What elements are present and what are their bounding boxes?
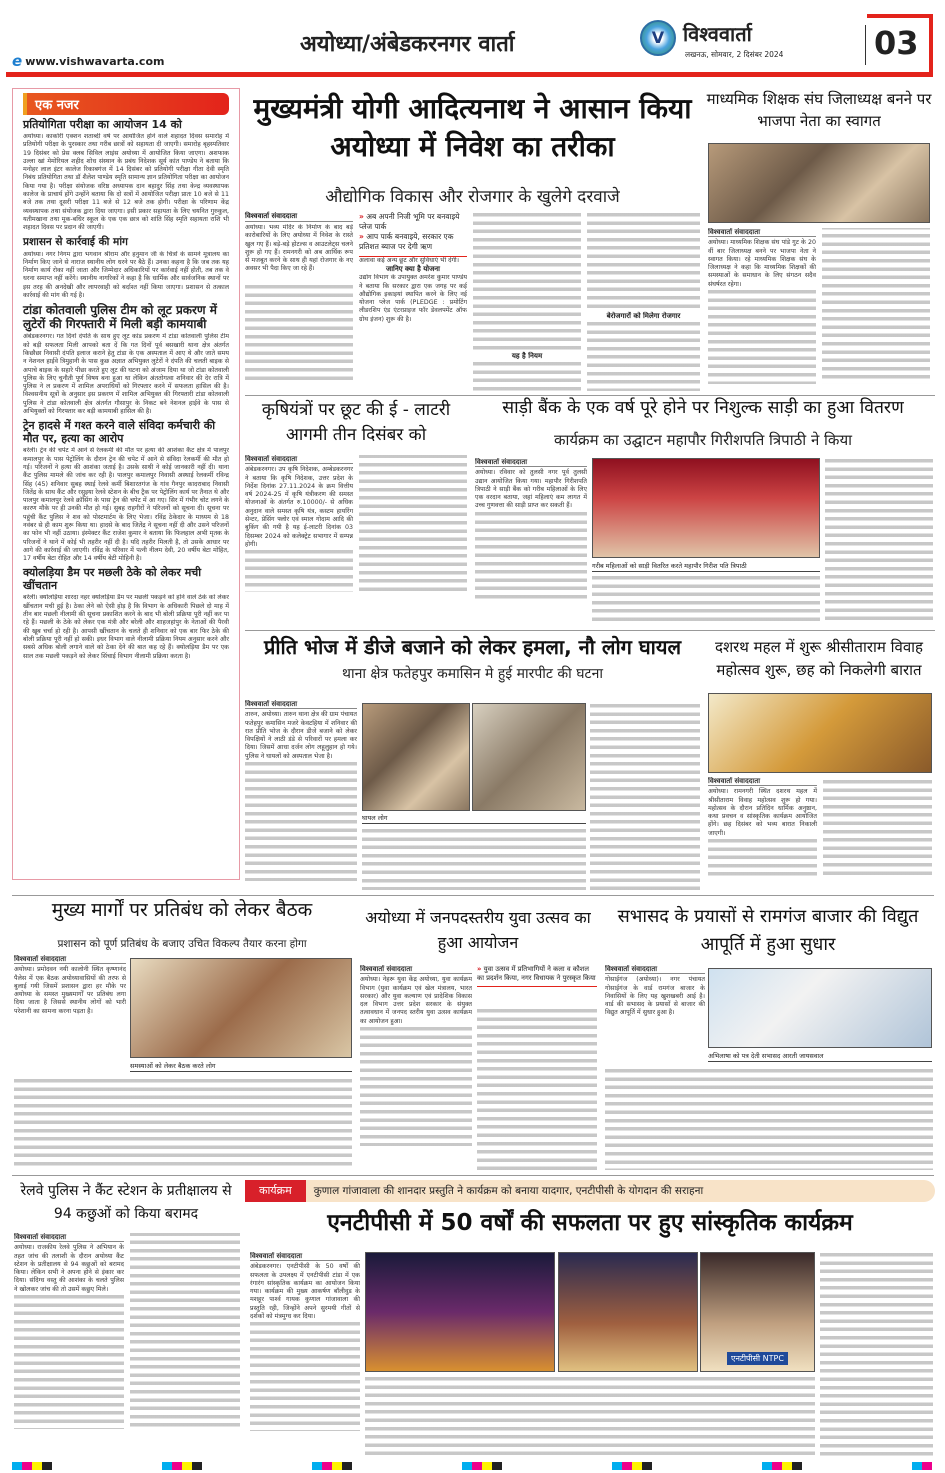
byline: विश्ववार्ता संवाददाता — [708, 228, 816, 237]
teacher-photo — [708, 143, 930, 223]
byline: विश्ववार्ता संवाददाता — [14, 955, 126, 964]
ntpc-kicker: कुणाल गांजावाला की शानदार प्रस्तुति ने कार्यक्रम को बनाया यादगार, एनटीपीसी के योगदान की सराहना — [313, 1185, 704, 1197]
lead-body: अयोध्या। भव्य मंदिर के निर्माण के बाद बड़े कारोबारियों के लिए अयोध्या में निवेश के रास्ते खुल गए हैं। बड़े-बड़े होटल्स व आउटलेट्स चलने शुरू हो गए हैं। रामनगरी को अब आर्थिक रूप से मजबूत करने के साथ ही यहां रोजगार के नए अवसर भी पैदा किए जा रहे हैं। — [245, 224, 353, 273]
ntpc-photo-1 — [365, 1252, 555, 1372]
saree-caption: गरीब महिलाओं को साड़ी वितरित करते महापौर गिरीश पति त्रिपाठी — [592, 560, 820, 572]
ntpc-headline: एनटीपीसी में 50 वर्षों की सफलता पर हुए सांस्कृतिक कार्यक्रम — [327, 1210, 853, 1236]
header-frame — [867, 14, 933, 76]
krishi-article — [245, 455, 467, 625]
browser-icon: e — [12, 52, 23, 70]
road-headline: मुख्य मार्गों पर प्रतिबंध को लेकर बैठक — [51, 899, 313, 921]
dashrath-body: अयोध्या। रामनगरी स्थित दशरथ महल में श्रीसीताराम विवाह महोत्सव शुरू हो गया। महोत्सव के दौरान प्रतिदिन धार्मिक अनुष्ठान, कथा प्रवचन व सांस्कृतिक कार्यक्रम आयोजित होंगे। छह दिसंबर को भव्य बारात निकाली जाएगी। — [708, 788, 817, 837]
ek-nazar-box — [12, 88, 240, 880]
krishi-headline: कृषियंत्रों पर छूट की ई - लाटरी आगमी तीन दिसंबर को — [261, 400, 451, 445]
dashrath-headline: दशरथ महल में शुरू श्रीसीताराम विवाह महोत्सव शुरू, छह को निकलेगी बारात — [714, 638, 924, 679]
text-lines — [473, 361, 581, 391]
sabhasad-photo — [708, 968, 932, 1048]
saree-photo — [592, 458, 820, 558]
road-body: अयोध्या। प्रमोदवन नयी कालोनी स्थित कृष्णानंद पैलेस में एक बैठक अयोध्यावासियों की तरफ से बुलाई गयी जिसमें प्रशासन द्वारा हर मौके पर अयोध्या के समस्त मुख्यमार्गों पर प्रतिबंध लगा दिया जाता है जिससे स्थानीय लोगों को भारी परेशानी का सामना करना पड़ता है। — [14, 966, 126, 1015]
byline: विश्ववार्ता संवाददाता — [475, 458, 587, 467]
road-caption: समस्याओं को लेकर बैठक करते लोग — [130, 1060, 352, 1072]
byline: विश्ववार्ता संवाददाता — [245, 700, 357, 709]
divider — [12, 1175, 934, 1176]
lead-body: उद्योग विभाग के उपायुक्त अमरेश कुमार पाण्डेय ने बताया कि सरकार द्वारा एक जगह पर कई औद्योगिक इकाइयां स्थापित करने के लिए नई योजना प्लेज पार्क (PLEDGE : प्रमोटिंग लीडरशिप एंड एंटरप्राइज फॉर डेवलपमेंट ऑफ ग्रोथ इंजन) शुरू की है। — [359, 274, 467, 323]
byline: विश्ववार्ता संवाददाता — [708, 777, 817, 786]
saree-article — [475, 458, 587, 623]
railway-headline: रेलवे पुलिस ने कैंट स्टेशन के प्रतीक्षालय से 94 कछुओं को किया बरामद — [20, 1183, 232, 1222]
sabhasad-body: गोसाईगंज (अयोध्या)। नगर पंचायत गोसाईगंज के वार्ड रामगंज बाजार के निवासियों के लिए यह खुशखबरी आई है। वार्ड की सभासद के प्रयासों से बाजार की विद्युत आपूर्ति में सुधार हुआ है। — [605, 976, 705, 1017]
brief-title: प्रशासन से कार्रवाई की मांग — [23, 235, 128, 248]
ntpc-article — [250, 1252, 360, 1457]
sabhasad-caption: अभिलाषा को पत्र देती सभासद आरती जायसवाल — [708, 1050, 932, 1062]
sabhasad-article — [605, 965, 705, 1065]
byline: विश्ववार्ता संवाददाता — [14, 1233, 124, 1242]
yuva-body: अयोध्या। नेहरू युवा केंद्र अयोध्या, युवा कार्यक्रम विभाग (युवा कार्यक्रम एवं खेल मंत्रालय, भारत सरकार) और युवा कल्याण एवं प्रादेशिक विकास दल विभाग उत्तर प्रदेश सरकार के संयुक्त तत्वावधान में जनपद स्तरीय युवा उत्सव कार्यक्रम का आयोजन हुआ। — [360, 976, 472, 1025]
text-lines — [477, 1008, 597, 1170]
lead-headline: मुख्यमंत्री योगी आदित्यनाथ ने आसान किया अयोध्या में निवेश का तरीका — [253, 92, 692, 163]
brief-body: अयोध्या। काकोरी एक्शन शताब्दी वर्ष पर आयोजित होने वाले शहादत दिवस समारोह में प्रतियोगी परीक्षा के पुरस्कार तथा गरीब छात्रों को सहायता दी जाएगी। समारोह बृहस्पतिवार 19 दिसंबर को प्रेस क्लब सिविल लाइंस अयोध्या में आयोजित किया जाएगा। अशफाक उल्ला खां मेमोरियल शहीद शोध संस्थान के प्रबंध निदेशक सूर्य कांत पाण्डेय ने बताया कि मनोहर लाल इंटर कालेज रिकाबगंज में 14 दिसंबर को प्रतियोगी परीक्षा गीता देवी स्मृति निबंध प्रतियोगिता तथा डॉ शैलेश पाण्डेय स्मृति सामान्य ज्ञान प्रतियोगिता परीक्षा का आयोजन किया गया है। परीक्षा संयोजक वरिष्ठ अध्यापक दान बहादुर सिंह तथा केन्द्र व्यवस्थापक कालेज के प्राचार्य होंगे उन्होंने बताया कि दो सत्रों में आयोजित परीक्षा प्रातः 10 बजे से 11 बजे तक तथा दूसरी परीक्षा 11 बजे से 12 बजे तक होगी। परीक्षा के परिणाम केंद्र व्यवस्थापक तथा संयोजक द्वारा दिया जाएगा। इसी प्रकार सहायता के लिए चयनित गुरुकुल, यतीमखाना तथा मूक-बधिर स्कूल के एक एक छात्र को शांति सिंह स्मृति सहायता राशि भी शहादत दिवस पर प्रदान की जाएगी। — [23, 133, 229, 232]
teacher-headline: माध्यमिक शिक्षक संघ जिलाध्यक्ष बनने पर भाजपा नेता का स्वागत — [706, 90, 932, 130]
section-title: अयोध्या/अंबेडकरनगर वार्ता — [300, 32, 515, 57]
text-lines — [245, 284, 353, 384]
saree-body: अयोध्या। रविवार को तुलसी नगर पूर्व तुलसी उद्यान आयोजित किया गया। महापौर गिरीशपति त्रिपाठी ने साड़ी बैंक को गरीब महिलाओं के लिए एक वरदान बताया, जहां महिलाएं कम लागत में उच्च गुणवत्ता की साड़ी प्राप्त कर सकती हैं। — [475, 469, 587, 510]
preeti-caption: घायल लोग — [362, 812, 586, 824]
paper-logo: V — [640, 20, 676, 56]
color-registration-strip — [12, 1462, 932, 1470]
ntpc-kicker-bar — [245, 1180, 935, 1202]
preeti-headline: प्रीति भोज में डीजे बजाने को लेकर हमला, नौ लोग घायल — [263, 635, 682, 659]
ntpc-photo-3 — [700, 1252, 815, 1372]
brief-title: ट्रेन हादसे में गश्त करने वाले संविदा कर्मचारी की मौत पर, हत्या का आरोप — [23, 419, 216, 446]
brief-title: टांडा कोतवाली पुलिस टीम को लूट प्रकरण में लुटेरों की गिरफ्तारी में मिली बड़ी कामयाबी — [23, 303, 217, 332]
lead-crosshead: जानिए क्या है योजना — [386, 265, 440, 274]
page-number-divider — [865, 25, 866, 65]
preeti-article — [245, 700, 357, 890]
text-lines — [473, 212, 581, 352]
byline: विश्ववार्ता संवाददाता — [360, 965, 472, 974]
ntpc-stage-banner: एनटीपीसी NTPC — [727, 1352, 788, 1365]
saree-headline: साड़ी बैंक के एक वर्ष पूरे होने पर निशुल्क साड़ी का हुआ वितरण — [502, 398, 904, 418]
dashrath-photo — [708, 693, 932, 773]
ek-nazar-tag: एक नजर — [23, 93, 229, 115]
text-lines — [250, 1321, 360, 1431]
divider — [245, 395, 935, 396]
railway-body: अयोध्या। राजकीय रेलवे पुलिस ने अभियान के तहत जांच की तलाशी के दौरान अयोध्या कैंट स्टेशन के प्रतीक्षालय से 94 कछुओं को बरामद किया। लेकिन सभी ने अपना होने से इंकार कर दिया। संदिग्ध वस्तु की आशंका के चलते पुलिस ने खोलकर जांच की तो उसमें कछुए मिले। — [14, 1244, 124, 1293]
ntpc-tag: कार्यक्रम — [245, 1180, 306, 1202]
text-lines — [14, 1078, 352, 1170]
brief-body: बरेली। ट्रेन की चपेट में आने से रेलकर्मी की मौत पर हत्या की आशंका कैंट क्षेत्र में पालपुर कमालपुर के पास पेट्रोलिंग के दौरान ट्रेन की चपेट में आने से संविदा रेलकर्मी की मौत हो गई। परिजनों ने हत्या की आशंका जताई है। उसके साथी ने कोई जानकारी नहीं दी। थाना कैंट पुलिस मामले की जांच कर रही है। पालपुर कमालपुर निवासी अस्थाई रेलकर्मी रविन्द्र सिंह (45) शनिवार सुबह स्थाई रेलवे कर्मी बिशारतगंज के गांव गैनपुर कादराबाद निवासी जितेंद्र के साथ कैंट और रसुइया रेलवे स्टेशन के बीच ट्रैक पर पेट्रोलिंग कार्य पर तैनात थे और पालपुर कमालपुर रेलवे क्रॉसिंग के पास ट्रेन की चपेट में आ गए। सिर में गंभीर चोट लगने के कारण मौके पर ही उनकी मौत हो गई। सुबह राहगीरों ने परिजनों को सूचना दी। सूचना पर पहुंची कैंट पुलिस ने शव को पोस्टमार्टम के लिए भेजा। रविंद्र ठेकेदार के माध्यम से 18 नवंबर से ही काम शुरू किया था। हादसे के बाद जितेंद्र ने सूचना नहीं दी और उसने परिजनों का फोन भी नहीं उठाया। इंस्पेक्टर कैंट राजेश कुमार ने बताया कि फिलहाल अभी मृतक के परिजनों ने थाने में कोई भी तहरीर नहीं दी है। यदि तहरीर मिलती है, तो उसके आधार पर आगे की कार्रवाई की जाएगी। रविंद्र के परिवार में पत्नी नीलम देवी, 20 वर्षीय बेटा मोहित, 17 वर्षीय बेटा रोहित और 14 वर्षीय बेटी मोहिनी है। — [23, 447, 229, 563]
lead-crosshead: बेरोजगारों को मिलेगा रोजगार — [606, 312, 681, 320]
saree-subhead: कार्यक्रम का उद्घाटन महापौर गिरीशपति त्रिपाठी ने किया — [553, 431, 853, 449]
brief-title: प्रतियोगिता परीक्षा का आयोजन 14 को — [23, 118, 182, 131]
teacher-article — [708, 228, 930, 393]
text-lines — [475, 511, 587, 601]
text-lines — [605, 1068, 933, 1170]
byline: विश्ववार्ता संवाददाता — [605, 965, 705, 974]
byline: विश्ववार्ता संवाददाता — [245, 212, 353, 222]
lead-bullet: » आप पार्क बनवाइये, सरकार एक प्रतिशत ब्याज पर देगी ऋण — [359, 232, 467, 257]
text-lines — [245, 761, 357, 881]
paper-name: विश्ववार्ता — [683, 22, 752, 46]
divider — [245, 630, 935, 631]
text-lines — [360, 1026, 472, 1146]
text-lines — [587, 321, 700, 391]
lead-crosshead: यह है नियम — [511, 352, 543, 360]
brief-body: अंबेडकरनगर। गत दिनों दंपति के साथ हुए लूट कांड प्रकरण में टांडा कोतवाली पुलिस टीम को बड़ी सफलता मिली आपको बता दें कि गत दिनों पूर्व बसखारी थाना क्षेत्र अंतर्गत किछौछा निवासी दंपति इलाज कराने हेतु टांडा के एक अस्पताल में आए थे और जाते समय न नेशनल हाईवे त्रिमुहानी के पास कुछ अज्ञात अभियुक्त लुटेरों ने दंपति की चलती बाइक से अपाचे बाइक के सहारे पीछा करते हुए लूट की घटना को अंजाम दिया था जो टांडा कोतवाली पुलिस के लिए चुनौती पूर्ण विषय बना हुआ था लेकिन अंततोगत्वा शनिवार की देर रात्रि में पुलिस ने ल प्रकरण में शामिल अपराधियों को गिरफ्तार करने में सफलता हासिल की है। विश्वसनीय सूत्रों के अनुसार इस प्रकरण में शामिल अभियुक्त की गिरफ्तारी टांडा कोतवाली पुलिस ने टांडा कोतवाली क्षेत्र अंतर्गत गौसापुर के निकट बने नेशनल हाईवे के पास से अभियुक्तों को गिरफ्तार कर बड़ी कामयाबी हासिल की है। — [23, 333, 229, 416]
dateline: लखनऊ, सोमवार, 2 दिसंबर 2024 — [685, 50, 784, 59]
divider — [12, 895, 934, 896]
text-lines — [825, 458, 933, 623]
yuva-headline: अयोध्या में जनपदस्तरीय युवा उत्सव का हुआ आयोजन — [365, 908, 591, 952]
byline: विश्ववार्ता संवाददाता — [245, 455, 353, 464]
yuva-bullet: » युवा उत्सव में प्रतिभागियों ने कला व कौशल का प्रदर्शन किया, नगर विधायक ने पुरस्कृत किया — [477, 965, 597, 987]
road-article — [14, 955, 126, 1075]
road-photo — [130, 958, 352, 1058]
lead-article — [245, 212, 700, 392]
preeti-photo-2 — [472, 703, 586, 811]
krishi-body: अंबेडकरनगर। उप कृषि निदेशक, अम्बेडकरनगर ने बताया कि कृषि निदेशक, उत्तर प्रदेश के निर्देश दिनांक 27.11.2024 के क्रम वित्तीय वर्ष 2024-25 में कृषि यंत्रीकरण की समस्त योजनाओं के अंतर्गत रु.10000/- से अधिक अनुदान वाले समस्त कृषि यंत्र, कस्टम हायरिंग सेन्टर, प्रेसिंग फ्लोर एवं स्माल गोदाम आदि की बुकिंग की गयी है यह ई-लाटरी दिनांक 03 दिसम्बर 2024 को कलेक्ट्रेट सभागार में सम्पन्न होगी। — [245, 466, 353, 548]
brief-title: क्योलड़िया डैम पर मछली ठेके को लेकर मची खींचतान — [23, 566, 202, 593]
page-number: 03 — [874, 24, 919, 62]
sabhasad-headline: सभासद के प्रयासों से रामगंज बाजार की विद्युत आपूर्ति में हुआ सुधार — [617, 906, 919, 955]
brief-body: बरेली। क्योलड़िया शारदा नहर क्योलड़िया डैम पर मछली पकड़ने को होने वाले ठेके को लेकर खींचतान मची हुई है। ठेका लेने को ऐसी होड़ है कि विभाग के अधिकारी पिछले दो माह में तीन बार मछली नीलामी की सूचना प्रकाशित करने के बाद भी बोली प्रक्रिया पूरी नहीं कर पा रहे हैं। मछली के ठेके को लेकर एक मंत्री और बरेली और शाहजहांपुर के नेताओं की पैरवी की खूब चर्चा हो रही है। आपसी खींचतान के चलते ही शनिवार को एक बार फिर ठेके की बोली प्रक्रिया पूरी नहीं हो सकी। इधर विभाग वाले नीलामी प्रक्रिया नियम अनुसार करने और सबसे अधिक बोली लगाने वाले को ठेका देने की बात कह रहे हैं। क्योलड़िया डैम पर एक साल तक मछली पकड़ने को लेकर सिंचाई विभाग नीलामी प्रक्रिया करता है। — [23, 594, 229, 660]
dashrath-article — [708, 777, 932, 890]
brief-body: अयोध्या। नगर निगम द्वारा भगवान श्रीराम और हनुमान जी के चित्रों के सामने मूत्रालय का निर्माण किए जाने से नाराज स्थानीय लोग धरने पर बैठे हैं। उनका कहना है कि जब तक यह निर्माण कार्य रोका नहीं जाता और जिम्मेदार अधिकारियों पर कार्रवाई नहीं होती, तब तक वे धरना समाप्त नहीं करेंगे। स्थानीय नागरिकों ने कहा है कि धार्मिक और सार्वजनिक स्थानों पर इस तरह की अनदेखी और लापरवाही को बर्दाश्त नहीं किया जाएगा। प्रशासन से तत्काल कार्रवाई की मांग की गई है। — [23, 250, 229, 300]
ntpc-body: अंबेडकरनगर। एनटीपीसी के 50 वर्षों की सफलता के उपलक्ष्य में एनटीपीसी टांडा में एक रंगारंग सांस्कृतिक कार्यक्रम का आयोजन किया गया। कार्यक्रम की मुख्य आकर्षण बॉलीवुड के मशहूर पार्श्व गायक कुणाल गांजावाला की प्रस्तुति रही, जिन्होंने अपने सुरमयी गीतों से दर्शकों को मंत्रमुग्ध कर दिया। — [250, 1263, 360, 1321]
text-lines — [590, 703, 700, 890]
text-lines — [587, 212, 700, 312]
website-link[interactable]: e www.vishwavarta.com — [12, 52, 165, 70]
byline: विश्ववार्ता संवाददाता — [250, 1252, 360, 1261]
lead-bullet: » अब अपनी निजी भूमि पर बनवाइये प्लेज पार्क — [359, 212, 460, 231]
yuva-article — [360, 965, 472, 1170]
teacher-body: अयोध्या। माध्यमिक शिक्षक संघ पांडे गुट के 20 वीं बार जिलाध्यक्ष बनने पर भाजपा नेता ने स्वागत किया। रहे माध्यमिक शिक्षक संघ के जिलाध्यक्ष ने कहा कि माध्यमिक शिक्षकों की समस्याओं के समाधान के लिए संगठन सदैव संघर्षरत रहेगा। — [708, 239, 816, 288]
text-lines — [820, 1252, 933, 1457]
text-lines — [362, 828, 586, 890]
lead-subhead: औद्योगिक विकास और रोजगार के खुलेगे दरवाजे — [325, 187, 620, 207]
ntpc-photo-2 — [558, 1252, 698, 1372]
lead-body: अलावा कई अन्य छूट और सुविधाएं भी देगी। — [359, 257, 460, 264]
preeti-body: तारुन, अयोध्या। तारुन थाना क्षेत्र की ग्राम पंचायत फतेहपुर कमासिन मजरे केवटहिया में शनिवार की रात प्रीति भोज के दौरान डीजे बजाने को लेकर विपक्षियों ने लाठी डंडे से परिवारों पर हमला कर दिया। जिसमें आधा दर्जन लोग लहूलुहान हो गये। पुलिस ने घायलों को अस्पताल भेजा है। — [245, 711, 357, 760]
road-subhead: प्रशासन को पूर्ण प्रतिबंध के बजाए उचित विकल्प तैयार करना होगा — [57, 938, 307, 950]
preeti-photo-1 — [362, 703, 470, 811]
railway-article — [14, 1233, 240, 1458]
text-lines — [592, 575, 820, 623]
header-rule — [6, 72, 933, 77]
text-lines — [365, 1376, 815, 1456]
preeti-subhead: थाना क्षेत्र फतेहपुर कमासिन मे हुई मारपीट की घटना — [342, 666, 603, 682]
